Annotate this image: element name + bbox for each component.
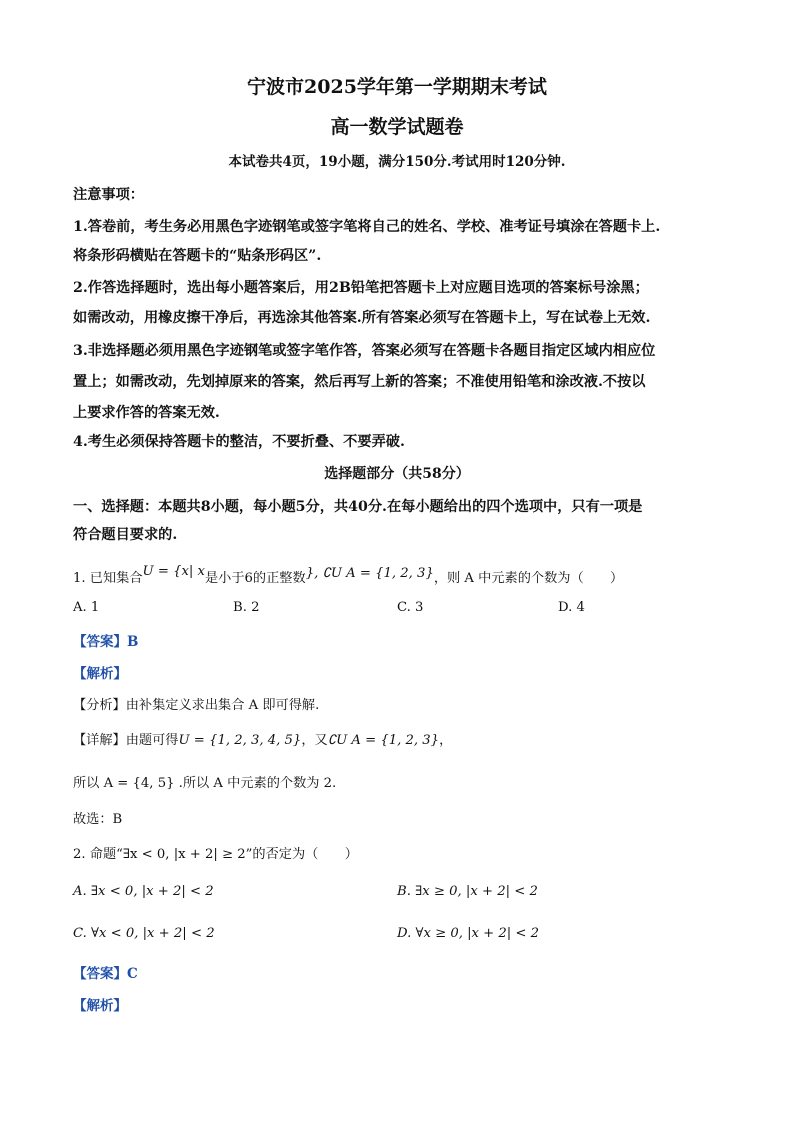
q1-detail-mid: ，又 (301, 733, 328, 748)
note-line: 3.非选择题必须用黑色字迹钢笔或签字笔作答，答案必须写在答题卡各题目指定区域内相应位 (73, 343, 656, 359)
q1-fenxi: 【分析】由补集定义求出集合 A 即可得解. (73, 698, 320, 713)
q2-option-a: A. ∃x < 0, |x + 2| < 2 (73, 884, 214, 899)
q1-complement: }, ∁U A = {1, 2, 3} (305, 566, 434, 581)
exam-info: 本试卷共4页，19小题，满分150分.考试用时120分钟. (228, 154, 566, 170)
q2-answer: 【答案】C (73, 966, 138, 982)
q1-detail-u: U = {1, 2, 3, 4, 5} (178, 733, 302, 748)
q2-analysis-tag: 【解析】 (73, 998, 127, 1014)
q1-option-d: D. 4 (558, 600, 585, 615)
q1-detail-complement: ∁U A = {1, 2, 3} (327, 733, 440, 748)
exam-title: 宁波市2025学年第一学期期末考试 (247, 76, 547, 98)
q2-option-d: D. ∀x ≥ 0, |x + 2| < 2 (397, 926, 540, 941)
q1-analysis-tag: 【解析】 (73, 666, 127, 682)
note-line: 置上；如需改动，先划掉原来的答案，然后再写上新的答案；不准使用铅笔和涂改液.不按以 (73, 374, 646, 390)
q1-set-u: U = {x| x (142, 564, 205, 579)
note-line: 如需改动，用橡皮擦干净后，再选涂其他答案.所有答案必须写在答题卡上，写在试卷上无效. (73, 310, 651, 326)
q1-so: 所以 A = {4, 5} .所以 A 中元素的个数为 2. (73, 776, 337, 791)
q1-prefix: 1. 已知集合 (73, 571, 143, 586)
notes-heading: 注意事项： (73, 187, 144, 203)
note-line: 1.答卷前，考生务必用黑色字迹钢笔或签字笔将自己的姓名、学校、准考证号填涂在答题卡上. (73, 219, 661, 235)
q2-option-b: B. ∃x ≥ 0, |x + 2| < 2 (397, 884, 538, 899)
exam-subtitle: 高一数学试题卷 (330, 116, 464, 138)
q1-mid: 是小于6的正整数 (204, 571, 306, 586)
q1-stem (73, 564, 624, 586)
q1-detail-prefix: 【详解】由题可得 (73, 733, 179, 748)
q1-option-b: B. 2 (233, 600, 260, 615)
note-line: 将条形码横贴在答题卡的“贴条形码区”. (73, 248, 322, 264)
note-line: 上要求作答的答案无效. (73, 405, 220, 421)
section-intro: 符合题目要求的. (73, 527, 178, 543)
q1-detail-end: ， (439, 733, 453, 748)
section-title: 选择题部分（共58分） (324, 466, 470, 482)
q1-detail (73, 729, 452, 748)
note-line: 4.考生必须保持答题卡的整洁，不要折叠、不要弄破. (73, 434, 405, 450)
q1-option-a: A. 1 (73, 600, 100, 615)
q2-stem: 2. 命题“∃x < 0, |x + 2| ≥ 2”的否定为（ ） (73, 847, 358, 862)
q1-choose: 故选：B (73, 812, 123, 827)
q1-option-c: C. 3 (397, 600, 424, 615)
q1-answer: 【答案】B (73, 634, 139, 650)
q2-option-c: C. ∀x < 0, |x + 2| < 2 (73, 926, 215, 941)
note-line: 2.作答选择题时，选出每小题答案后，用2B铅笔把答题卡上对应题目选项的答案标号涂黑； (73, 280, 649, 296)
q1-suffix: ，则 A 中元素的个数为（ ） (433, 571, 624, 586)
section-intro: 一、选择题：本题共8小题，每小题5分，共40分.在每小题给出的四个选项中，只有一项是 (73, 499, 643, 515)
